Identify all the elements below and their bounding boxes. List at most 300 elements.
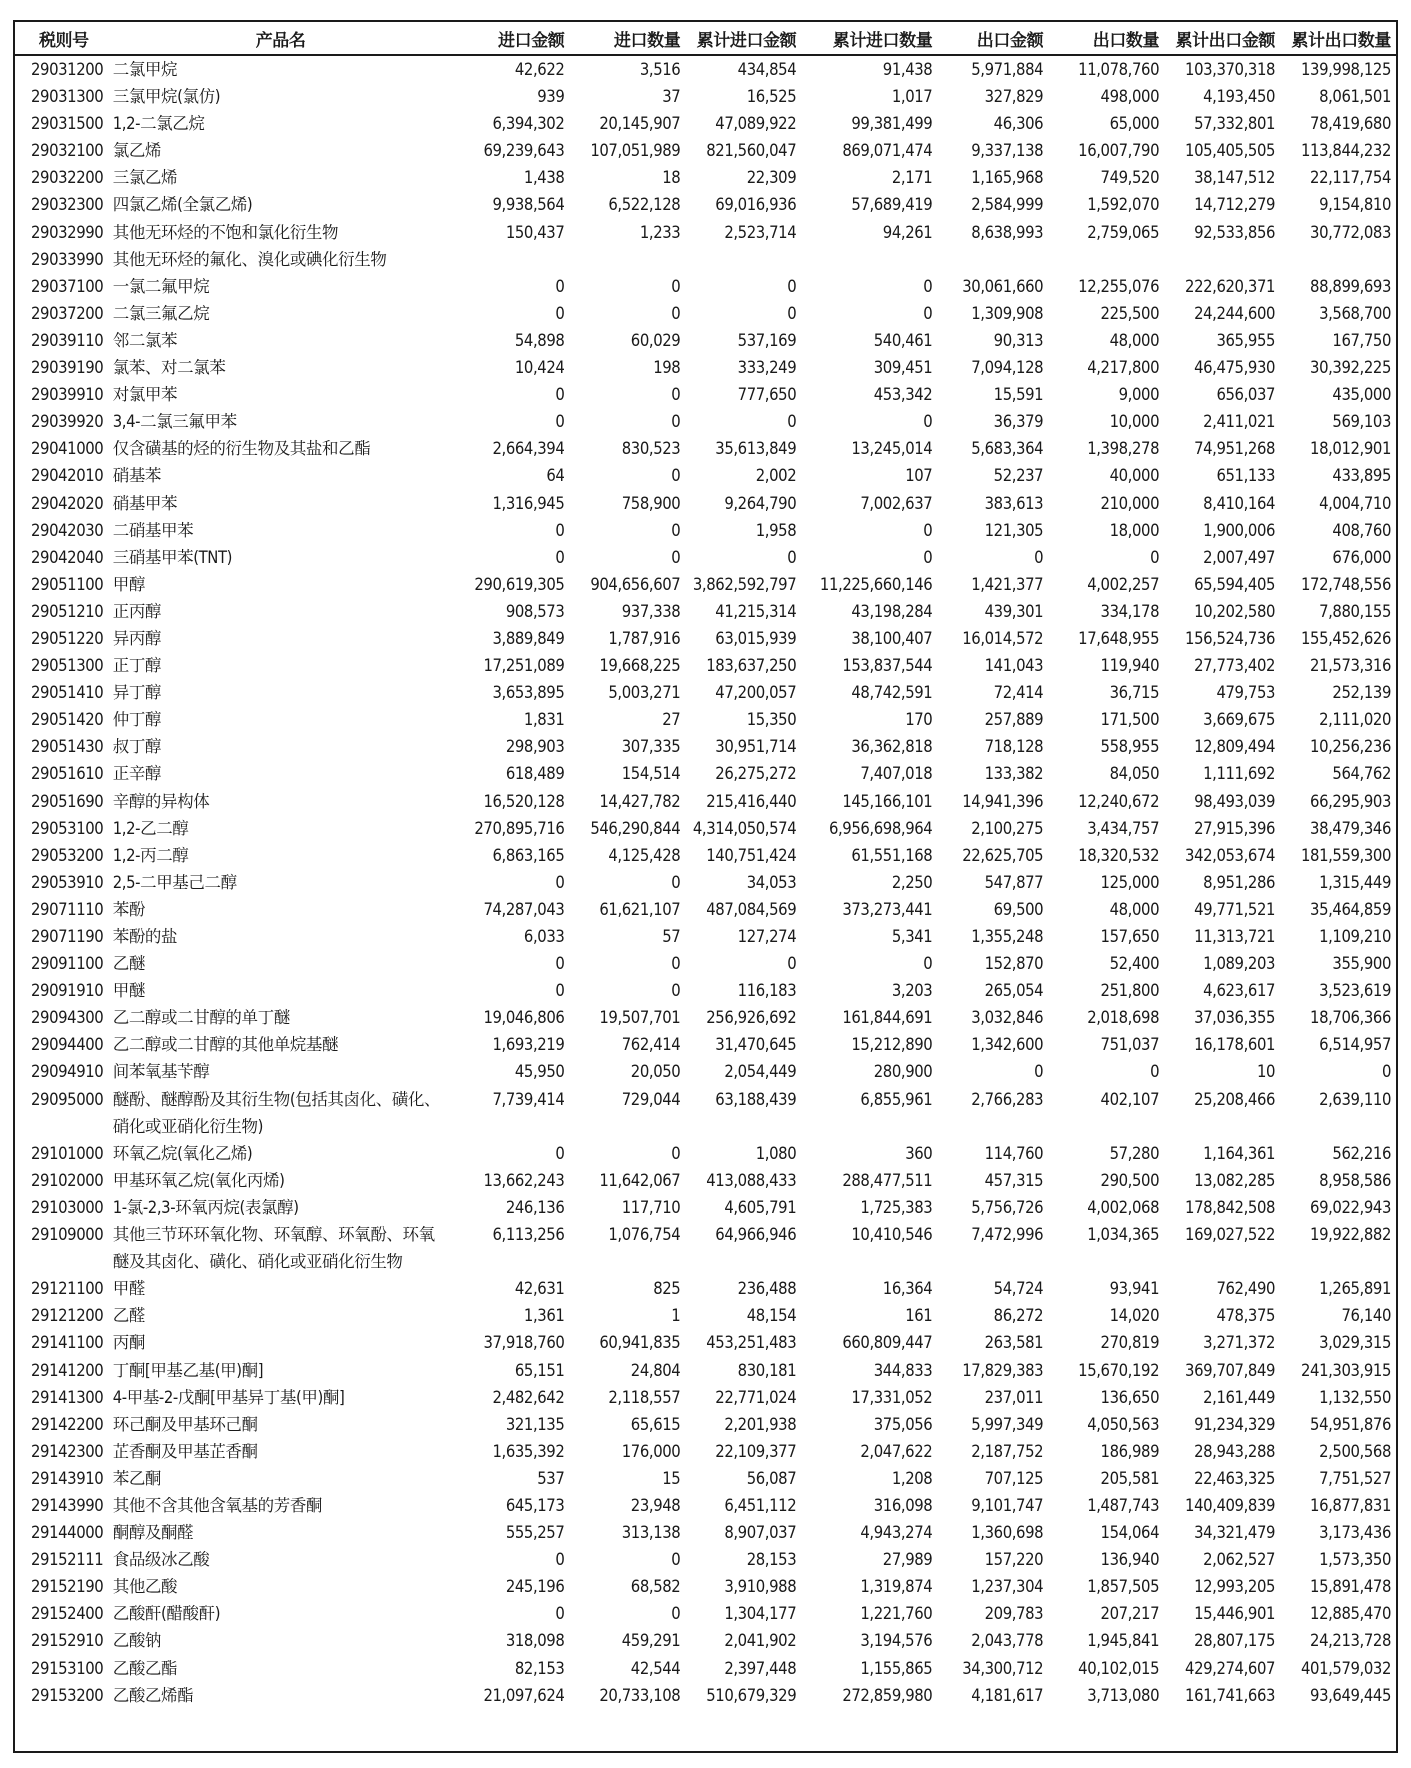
cell-export-amount: 2,043,778 [971,1631,1044,1651]
cell-cumulative-import-amount: 0 [787,276,797,296]
table-row [15,1086,1396,1140]
cell-import-amount: 74,287,043 [483,899,565,919]
cell-import-amount: 13,662,243 [483,1170,565,1190]
cell-tariff-code: 29039110 [31,330,104,350]
cell-cumulative-export-quantity: 21,573,316 [1310,656,1391,676]
cell-product-name: 乙二醇或二甘醇的其他单烷基醚 [112,1035,339,1055]
cell-export-amount: 1,309,908 [971,303,1044,323]
cell-cumulative-import-quantity: 6,956,698,964 [828,818,933,838]
cell-cumulative-import-amount: 256,926,692 [706,1008,797,1028]
cell-export-quantity: 1,034,365 [1087,1225,1160,1245]
cell-cumulative-export-quantity: 181,559,300 [1300,845,1391,865]
cell-export-amount: 209,783 [984,1604,1044,1624]
cell-tariff-code: 29037100 [31,276,104,296]
cell-import-quantity: 107,051,989 [590,141,681,161]
cell-import-quantity: 23,948 [630,1495,681,1515]
cell-import-quantity: 0 [671,520,681,540]
cell-cumulative-import-amount: 2,397,448 [724,1658,797,1678]
cell-cumulative-import-quantity: 91,438 [882,60,933,79]
cell-cumulative-export-quantity: 6,514,957 [1319,1035,1391,1055]
table-row [15,517,1396,544]
cell-cumulative-import-quantity: 5,341 [891,927,933,946]
cell-import-quantity: 0 [671,1143,681,1163]
cell-product-name: 苯乙酮 [112,1468,162,1488]
cell-export-quantity: 1,592,070 [1087,195,1160,215]
cell-cumulative-export-quantity: 54,951,876 [1310,1414,1391,1434]
cell-export-quantity: 290,500 [1100,1170,1160,1190]
cell-cumulative-export-amount: 11,313,721 [1194,927,1276,946]
cell-cumulative-import-amount: 8,907,037 [724,1523,797,1543]
cell-export-quantity: 1,945,841 [1087,1631,1160,1651]
cell-import-amount: 0 [555,547,565,567]
cell-import-quantity [569,246,685,273]
cell-export-quantity: 11,078,760 [1078,60,1160,79]
cell-tariff-code: 29152400 [31,1604,104,1624]
cell-product-name: 邻二氯苯 [112,330,178,350]
cell-import-quantity: 0 [671,466,681,486]
cell-cumulative-export-amount: 103,370,318 [1185,60,1276,79]
cell-cumulative-export-amount: 762,490 [1216,1279,1276,1299]
cell-export-quantity: 3,434,757 [1087,818,1160,838]
cell-export-quantity: 4,002,068 [1087,1197,1160,1217]
cell-cumulative-import-amount: 9,264,790 [724,493,797,513]
cell-import-amount: 645,173 [505,1495,565,1515]
cell-cumulative-export-quantity: 8,958,586 [1319,1170,1391,1190]
cell-cumulative-import-quantity: 170 [905,710,933,730]
cell-cumulative-import-quantity: 0 [923,520,933,540]
cell-cumulative-import-amount: 2,523,714 [724,222,797,242]
cell-import-quantity: 57 [662,927,681,946]
cell-import-quantity: 42,544 [630,1658,681,1678]
cell-export-amount: 257,889 [984,710,1044,730]
cell-import-amount: 45,950 [514,1062,565,1082]
cell-export-quantity: 1,398,278 [1087,439,1160,459]
cell-cumulative-export-quantity: 676,000 [1332,547,1391,567]
table-row [15,1031,1396,1058]
cell-cumulative-import-amount: 183,637,250 [706,656,797,676]
cell-export-amount: 3,032,846 [971,1008,1044,1028]
cell-cumulative-import-amount: 453,251,483 [706,1333,797,1353]
cell-cumulative-import-quantity: 6,855,961 [860,1089,933,1109]
cell-tariff-code: 29032100 [31,141,104,161]
cell-export-amount: 52,237 [993,466,1044,486]
cell-import-quantity: 0 [671,1604,681,1624]
table-row [15,1357,1396,1384]
cell-cumulative-export-amount: 1,089,203 [1203,954,1276,974]
cell-import-amount: 9,938,564 [492,195,565,215]
table-row [15,110,1396,137]
cell-import-quantity: 3,516 [639,60,681,79]
cell-cumulative-export-quantity: 562,216 [1332,1143,1391,1163]
cell-cumulative-export-amount: 14,712,279 [1194,195,1276,215]
cell-cumulative-import-amount: 1,080 [755,1143,797,1163]
cell-cumulative-import-amount: 510,679,329 [706,1685,797,1705]
cell-cumulative-export-quantity: 1,315,449 [1319,872,1391,892]
cell-product-name: 甲醛 [112,1279,145,1299]
cell-cumulative-import-amount: 30,951,714 [715,737,797,757]
cell-product-name: 甲醚 [112,981,145,1001]
cell-export-amount: 439,301 [984,601,1044,621]
cell-tariff-code: 29091100 [31,954,104,974]
cell-export-amount: 327,829 [984,87,1044,107]
header-product-name: 产品名 [108,22,454,55]
cell-cumulative-import-amount: 47,200,057 [715,683,797,703]
cell-import-amount: 1,693,219 [492,1035,565,1055]
cell-export-quantity: 2,759,065 [1087,222,1160,242]
cell-cumulative-export-amount: 38,147,512 [1194,168,1276,188]
cell-cumulative-import-amount: 2,201,938 [724,1414,797,1434]
cell-tariff-code: 29142300 [31,1441,104,1461]
cell-export-amount [937,246,1048,273]
cell-tariff-code: 29091910 [31,981,104,1001]
cell-cumulative-import-amount: 537,169 [737,330,797,350]
cell-cumulative-export-quantity: 2,639,110 [1319,1089,1391,1109]
trade-statistics-table [15,22,1396,1709]
cell-cumulative-export-amount: 25,208,466 [1194,1089,1276,1109]
cell-cumulative-export-amount: 105,405,505 [1185,141,1276,161]
cell-cumulative-import-quantity: 453,342 [873,385,933,405]
cell-cumulative-import-quantity: 3,194,576 [860,1631,933,1651]
cell-cumulative-import-amount: 2,002 [755,466,797,486]
cell-cumulative-export-quantity: 167,750 [1332,330,1391,350]
cell-import-amount: 1,635,392 [492,1441,565,1461]
cell-cumulative-export-amount: 15,446,901 [1194,1604,1276,1624]
cell-cumulative-export-amount: 13,082,285 [1194,1170,1276,1190]
cell-tariff-code: 29144000 [31,1523,104,1543]
header-export-quantity: 出口数量 [1048,22,1164,55]
cell-export-quantity: 0 [1150,1062,1160,1082]
cell-tariff-code: 29039190 [31,358,104,378]
cell-import-quantity: 0 [671,872,681,892]
cell-export-amount: 86,272 [993,1306,1044,1326]
cell-export-quantity: 558,955 [1100,737,1160,757]
cell-cumulative-import-amount: 236,488 [737,1279,797,1299]
cell-cumulative-export-quantity: 1,573,350 [1319,1550,1391,1570]
cell-import-amount: 290,619,305 [474,574,565,594]
cell-cumulative-import-amount: 0 [787,412,797,432]
cell-tariff-code: 29051220 [31,628,104,648]
table-row [15,733,1396,760]
cell-export-amount: 2,187,752 [971,1441,1044,1461]
cell-cumulative-import-amount: 47,089,922 [715,114,797,134]
cell-cumulative-export-amount: 92,533,856 [1194,222,1276,242]
cell-cumulative-export-amount: 27,773,402 [1194,656,1276,676]
cell-import-amount: 618,489 [505,764,565,784]
cell-import-amount: 69,239,643 [483,141,565,161]
cell-product-name: 4-甲基-2-戊酮[甲基异丁基(甲)酮] [112,1387,345,1407]
cell-cumulative-import-amount: 1,304,177 [724,1604,797,1624]
cell-cumulative-export-amount: 479,753 [1216,683,1276,703]
cell-product-name: 其他三节环环氧化物、环氧醇、环氧酚、环氧醚及其卤化、磺化、硝化或亚硝化衍生物 [112,1225,435,1272]
cell-export-quantity: 270,819 [1100,1333,1160,1353]
cell-cumulative-export-quantity: 35,464,859 [1310,899,1391,919]
cell-product-name: 二氯甲烷 [112,60,178,79]
cell-export-amount: 1,355,248 [971,927,1044,946]
table-row [15,435,1396,462]
cell-cumulative-export-quantity: 113,844,232 [1300,141,1391,161]
cell-export-amount: 2,100,275 [971,818,1044,838]
cell-export-amount: 5,971,884 [971,60,1044,79]
cell-product-name: 乙酸钠 [112,1631,162,1651]
cell-import-quantity: 0 [671,981,681,1001]
cell-export-quantity: 4,002,257 [1087,574,1160,594]
cell-cumulative-import-amount: 41,215,314 [715,601,797,621]
cell-cumulative-export-amount: 2,007,497 [1203,547,1276,567]
cell-tariff-code: 29109000 [31,1225,104,1245]
cell-import-amount: 0 [555,385,565,405]
cell-cumulative-export-quantity: 76,140 [1341,1306,1391,1326]
cell-cumulative-import-quantity: 272,859,980 [842,1685,933,1705]
cell-tariff-code: 29051690 [31,791,104,811]
cell-cumulative-export-amount: 27,915,396 [1194,818,1276,838]
cell-cumulative-export-quantity: 93,649,445 [1310,1685,1391,1705]
cell-import-quantity: 729,044 [621,1089,681,1109]
cell-export-amount: 4,181,617 [971,1685,1044,1705]
table-row [15,652,1396,679]
cell-import-quantity: 24,804 [630,1360,681,1380]
table-row [15,1275,1396,1302]
cell-export-quantity: 48,000 [1109,899,1160,919]
cell-import-quantity: 0 [671,385,681,405]
cell-export-amount: 121,305 [984,520,1044,540]
cell-export-quantity: 18,000 [1109,520,1160,540]
cell-cumulative-export-amount: 8,410,164 [1203,493,1276,513]
cell-cumulative-export-amount: 651,133 [1216,466,1276,486]
table-row [15,1573,1396,1600]
cell-tariff-code: 29071110 [31,899,104,919]
cell-tariff-code: 29053100 [31,818,104,838]
cell-import-quantity: 19,507,701 [599,1008,681,1028]
cell-product-name: 环氧乙烷(氧化乙烯) [112,1143,253,1163]
cell-cumulative-export-quantity: 4,004,710 [1319,493,1391,513]
cell-export-quantity: 207,217 [1100,1604,1160,1624]
cell-product-name: 对氯甲苯 [112,385,178,405]
cell-import-amount: 0 [555,276,565,296]
cell-cumulative-export-amount: 1,111,692 [1203,764,1276,784]
cell-cumulative-export-amount: 369,707,849 [1185,1360,1276,1380]
cell-product-name: 硝基甲苯 [112,493,178,513]
cell-export-quantity: 17,648,955 [1078,628,1160,648]
cell-cumulative-import-amount: 3,910,988 [724,1577,797,1597]
cell-cumulative-export-amount [1164,246,1280,273]
cell-cumulative-import-quantity: 161 [905,1306,933,1326]
cell-cumulative-import-quantity: 99,381,499 [851,114,933,134]
cell-export-quantity: 12,255,076 [1078,276,1160,296]
cell-cumulative-import-quantity: 48,742,591 [851,683,933,703]
cell-export-quantity: 4,050,563 [1087,1414,1160,1434]
table-row [15,571,1396,598]
cell-export-amount: 114,760 [984,1143,1044,1163]
cell-cumulative-export-amount: 222,620,371 [1185,276,1276,296]
cell-product-name: 仅含磺基的烃的衍生物及其盐和乙酯 [112,439,371,459]
cell-import-amount: 16,520,128 [483,791,565,811]
cell-tariff-code: 29031300 [31,87,104,107]
cell-export-quantity: 1,857,505 [1087,1577,1160,1597]
cell-export-quantity: 3,713,080 [1087,1685,1160,1705]
cell-import-amount: 1,316,945 [492,493,565,513]
cell-import-quantity: 60,941,835 [599,1333,681,1353]
cell-import-quantity: 937,338 [621,601,681,621]
cell-product-name: 乙醚 [112,954,145,974]
cell-cumulative-import-quantity: 1,319,874 [860,1577,933,1597]
cell-cumulative-import-quantity: 316,098 [873,1495,933,1515]
cell-product-name: 硝基苯 [112,466,162,486]
cell-cumulative-import-amount: 777,650 [737,385,797,405]
cell-export-quantity: 498,000 [1100,87,1160,107]
table-row [15,408,1396,435]
cell-export-amount: 265,054 [984,981,1044,1001]
cell-import-amount: 0 [555,303,565,323]
table-row [15,815,1396,842]
cell-cumulative-export-quantity: 15,891,478 [1310,1577,1391,1597]
cell-cumulative-import-quantity: 27,989 [882,1550,933,1570]
cell-cumulative-export-quantity: 355,900 [1332,954,1391,974]
cell-import-amount: 908,573 [505,601,565,621]
table-row [15,327,1396,354]
cell-cumulative-export-quantity: 408,760 [1332,520,1391,540]
cell-export-quantity [1048,246,1164,273]
cell-cumulative-import-quantity: 309,451 [873,358,933,378]
cell-cumulative-import-amount: 1,958 [755,520,797,540]
cell-export-quantity: 125,000 [1100,872,1160,892]
cell-import-quantity: 14,427,782 [599,791,681,811]
cell-tariff-code: 29042030 [31,520,104,540]
cell-product-name: 三氯甲烷(氯仿) [112,87,221,107]
cell-cumulative-import-quantity: 1,725,383 [860,1197,933,1217]
cell-cumulative-export-amount: 10,202,580 [1194,601,1276,621]
cell-export-amount: 7,472,996 [971,1225,1044,1245]
cell-export-quantity: 251,800 [1100,981,1160,1001]
cell-import-amount: 6,863,165 [492,845,565,865]
cell-tariff-code: 29141100 [31,1333,104,1353]
cell-cumulative-export-amount: 140,409,839 [1185,1495,1276,1515]
cell-import-amount: 2,664,394 [492,439,565,459]
cell-import-quantity: 18 [662,168,681,188]
cell-cumulative-import-amount: 2,041,902 [724,1631,797,1651]
table-row [15,354,1396,381]
cell-tariff-code: 29143990 [31,1495,104,1515]
cell-export-quantity: 10,000 [1109,412,1160,432]
table-row [15,300,1396,327]
cell-import-quantity: 904,656,607 [590,574,681,594]
cell-export-amount: 36,379 [993,412,1044,432]
cell-export-quantity: 14,020 [1109,1306,1160,1326]
cell-cumulative-import-amount: 6,451,112 [724,1495,797,1515]
cell-product-name: 乙醛 [112,1306,145,1326]
cell-import-quantity: 307,335 [621,737,681,757]
cell-export-quantity: 65,000 [1109,114,1160,134]
cell-cumulative-import-amount: 34,053 [746,872,797,892]
header-tariff-code: 税则号 [15,22,108,55]
cell-product-name: 二氯三氟乙烷 [112,303,210,323]
cell-import-quantity: 762,414 [621,1035,681,1055]
cell-export-amount: 383,613 [984,493,1044,513]
cell-cumulative-export-amount: 161,741,663 [1185,1685,1276,1705]
cell-cumulative-import-quantity: 0 [923,276,933,296]
cell-import-amount: 37,918,760 [483,1333,565,1353]
cell-cumulative-export-quantity: 241,303,915 [1300,1360,1391,1380]
cell-product-name: 食品级冰乙酸 [112,1550,210,1570]
cell-cumulative-export-quantity: 2,111,020 [1319,710,1391,730]
cell-cumulative-import-amount: 63,015,939 [715,628,797,648]
cell-cumulative-import-amount: 15,350 [746,710,797,730]
header-import-quantity: 进口数量 [569,22,685,55]
cell-tariff-code: 29153100 [31,1658,104,1678]
cell-export-amount: 34,300,712 [962,1658,1044,1678]
cell-cumulative-import-amount: 434,854 [737,60,797,79]
cell-cumulative-import-quantity [801,246,937,273]
cell-product-name: 氯乙烯 [112,141,162,161]
cell-export-amount: 54,724 [993,1279,1044,1299]
cell-export-amount: 90,313 [993,330,1044,350]
cell-import-amount: 19,046,806 [483,1008,565,1028]
cell-cumulative-export-amount: 429,274,607 [1185,1658,1276,1678]
cell-import-quantity: 176,000 [621,1441,681,1461]
cell-cumulative-export-quantity: 22,117,754 [1310,168,1391,188]
cell-cumulative-export-amount: 34,321,479 [1194,1523,1276,1543]
cell-cumulative-import-quantity: 107 [905,466,933,486]
cell-product-name: 其他无环烃的不饱和氯化衍生物 [112,222,339,242]
table-row [15,760,1396,787]
cell-import-quantity: 20,050 [630,1062,681,1082]
cell-cumulative-export-amount: 2,411,021 [1203,412,1276,432]
header-cumulative-export-amount: 累计出口金额 [1164,22,1280,55]
cell-cumulative-import-amount: 0 [787,303,797,323]
cell-cumulative-export-amount: 91,234,329 [1194,1414,1276,1434]
cell-export-quantity: 40,000 [1109,466,1160,486]
cell-cumulative-export-quantity: 2,500,568 [1319,1441,1391,1461]
cell-cumulative-export-amount: 342,053,674 [1185,845,1276,865]
cell-cumulative-export-amount: 37,036,355 [1194,1008,1276,1028]
cell-import-quantity: 61,621,107 [599,899,681,919]
cell-product-name: 1,2-乙二醇 [112,818,189,838]
cell-import-quantity: 198 [653,358,681,378]
cell-cumulative-export-quantity: 7,880,155 [1319,601,1391,621]
cell-import-amount: 3,653,895 [492,683,565,703]
cell-product-name: 叔丁醇 [112,737,162,757]
cell-cumulative-import-amount: 127,274 [737,927,797,946]
cell-cumulative-export-quantity: 12,885,470 [1310,1604,1391,1624]
cell-cumulative-import-amount: 413,088,433 [706,1170,797,1190]
cell-product-name: 正丁醇 [112,656,162,676]
cell-cumulative-import-quantity: 16,364 [882,1279,933,1299]
cell-cumulative-import-quantity: 0 [923,412,933,432]
cell-import-quantity: 0 [671,1550,681,1570]
cell-cumulative-import-quantity: 0 [923,547,933,567]
cell-export-amount: 237,011 [984,1387,1044,1407]
cell-product-name: 甲基环氧乙烷(氧化丙烯) [112,1170,285,1190]
cell-import-amount: 0 [555,1550,565,1570]
cell-cumulative-export-amount: 3,669,675 [1203,710,1276,730]
table-row [15,1167,1396,1194]
table-row [15,842,1396,869]
cell-import-quantity: 20,145,907 [599,114,681,134]
table-row [15,706,1396,733]
cell-export-amount: 457,315 [984,1170,1044,1190]
cell-cumulative-import-quantity: 360 [905,1143,933,1163]
cell-import-quantity: 0 [671,303,681,323]
cell-product-name: 酮醇及酮醛 [112,1523,194,1543]
cell-import-quantity: 27 [662,710,681,730]
cell-import-amount: 537 [537,1468,565,1488]
cell-product-name: 甲醇 [112,574,145,594]
cell-tariff-code: 29039910 [31,385,104,405]
cell-tariff-code: 29031200 [31,60,104,79]
cell-export-amount: 2,766,283 [971,1089,1044,1109]
cell-cumulative-export-amount: 22,463,325 [1194,1468,1276,1488]
cell-product-name: 四氯乙烯(全氯乙烯) [112,195,253,215]
table-row [15,1627,1396,1654]
